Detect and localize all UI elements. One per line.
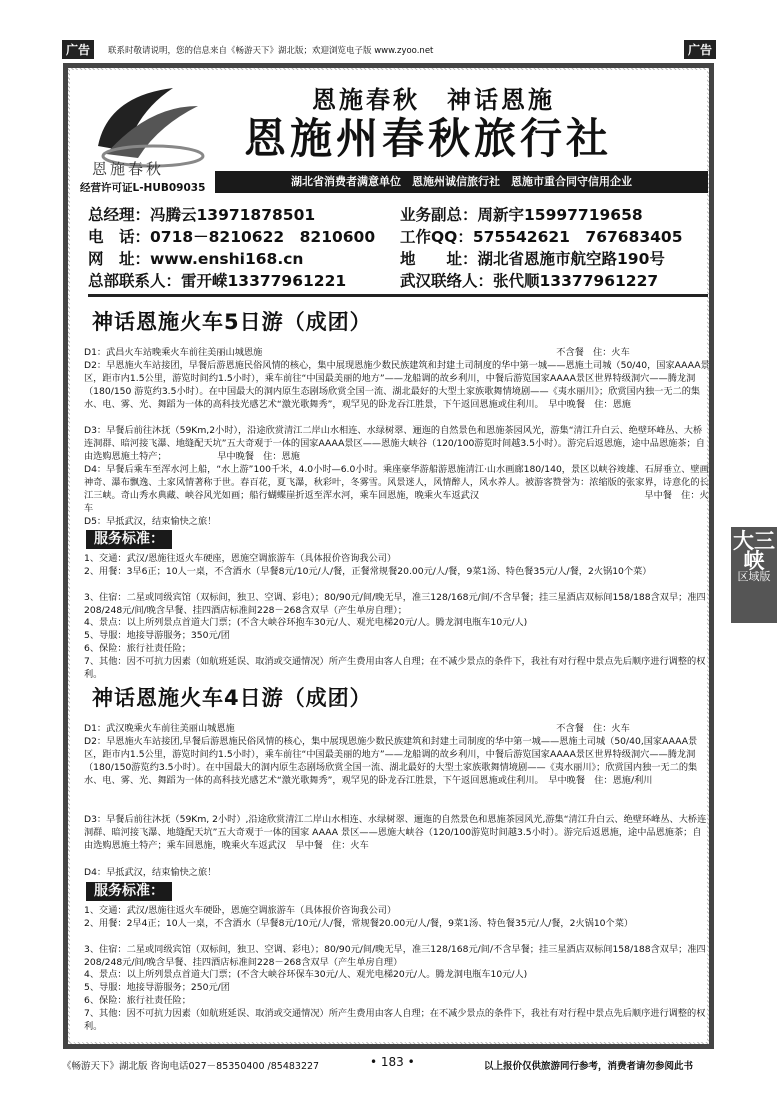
route4-service-title: 服务标准： [86, 882, 172, 901]
route5-service-6: 6、保险：旅行社责任险； [84, 643, 191, 654]
route5-service-5: 5、导服：地接导游服务；350元/团 [84, 630, 230, 641]
route4-title [92, 682, 372, 712]
region-side-tab [731, 527, 777, 623]
route4-service-1: 1、交通：武汉/恩施往返火车硬卧，恩施空调旅游车（具体报价咨询我公司） [84, 905, 397, 916]
route4-day3: D3：早餐后前往沐抚（59Km, 2小时）,沿途欣赏清江二岸山水相连、水绿树翠、逦迤的自然景色和恩施茶园风光,游集“清江升白云、绝壁环峰丛、大桥连洞群、暗河接飞瀑、地缝配天坑”五大奇观于一体的国家 AAAA 景区——恩施大峡谷（120/100游览时间越3.5小时）。游完后返恩施，途中品恩施茶；自由选购恩施土特产；乘车回恩施，晚乘火车返武汉 早中餐 住：火车 [84, 814, 707, 851]
page-number: • 183 • [370, 1055, 415, 1069]
route4-service-4: 4、景点：以上所列景点首道大门票；(不含大峡谷环保车30元/人、观光电梯20元/人。腾龙洞电瓶车10元/人) [84, 969, 528, 980]
logo-text: 恩施春秋 [92, 160, 165, 178]
route5-day2: D2：早恩施火车站接团，早餐后游恩施民俗风情的核心，集中展现恩施少数民族建筑和封建土司制度的华中第一城——恩施土司城（50/40，国家AAAA景区，距市内1.5公里，游览时间约1.5小时），乘车前往“中国最美丽的地方”——龙船调的故乡利川，中餐后游览国家AAAA景区世界特级洞穴——腾龙洞（180/150 游览约3.5小时）。在中国最大的洞内原生态剧场欣赏全国一流、湖北最好的大型土家族歌舞情境剧——《夷水丽川》；欣赏国内独一无二的集水、电、雾、光、舞蹈为一体的高科技光感艺术“激光歌舞秀”，观罕见的卧龙吞江胜景，下午返回恩施或住利川。 早中晚餐 住：恩施 [84, 360, 710, 410]
route5-title [92, 306, 372, 336]
route4-day2: D2：早恩施火车站接团,早餐后游恩施民俗风情的核心，集中展现恩施少数民族建筑和封建土司制度的华中第一城——恩施土司城（50/40,国家AAAA景区，距市内1.5公里，游览时间约1.5小时），乘车前往“中国最美丽的地方”——龙船调的故乡利川，中餐后游览国家AAAA景区世界特级洞穴——腾龙洞（180/150游览约3.5小时）。在中国最大的洞内原生态剧场欣赏全国一流、湖北最好的大型土家族歌舞情境剧——《夷水丽川》；欣赏国内独一无二的集水、电、雾、光、舞蹈为一体的高科技光感艺术“激光歌舞秀”，观罕见的卧龙吞江胜景，下午返回恩施或住利川。 早中晚餐 住：恩施/利川 [84, 736, 698, 786]
ad-label-left: 广告 [62, 40, 94, 59]
route4-service-3: 3、住宿：二星或同级宾馆（双标间，独卫、空调、彩电）；80/90元/间/晚无早，准三128/168元/间/不含早餐；挂三星酒店双标间158/188含双早；准四208/248元/间/晚含早餐、挂四酒店标准间228－268含双早（产生单房自理） [84, 944, 706, 968]
general-manager: 总经理：冯腾云13971878501 [88, 206, 316, 224]
vice-president: 业务副总：周新宇15997719658 [400, 206, 643, 224]
route5-day4: D4：早餐后乘车至浑水河上船，“水上游”100千米，4.0小时—6.0小时。乘座豪华游船游恩施清江·山水画廊180/140，景区以峡谷竣雄、石屏垂立、壁画神奇、瀑布飘逸、土家风情著称于世。春百花，夏飞瀑，秋彩叶，冬雾雪。风景迷人，风情醉人，风水养人。被游客赞誉为：浓缩版的张家界，诗意化的长江三峡。奇山秀水典藏、峡谷风光如画；船行蝴蝶崖折返至浑水河，乘车回恩施，晚乘火车返武汉 早中餐 住：火车 [84, 464, 709, 514]
route5-service-7: 7、其他：因不可抗力因素（如航班延误、取消或交通情况）所产生费用由客人自理；在不减少景点的条件下，我社有对行程中景点先后顺序进行调整的权利。 [84, 656, 706, 680]
route5-service-3: 3、住宿：二星或同级宾馆（双标间，独卫、空调、彩电）；80/90元/间/晚无早，准三128/168元/间/不含早餐；挂三星酒店双标间158/188含双早；准四208/248元/间/晚含早餐、挂四酒店标准间228－268含双早（产生单房自理）； [84, 592, 706, 616]
side-tab-title: 大三峡 [733, 528, 775, 573]
route4-service-7: 7、其他：因不可抗力因素（如航班延误、取消或交通情况）所产生费用由客人自理；在不减少景点的条件下，我社有对行程中景点先后顺序进行调整的权利。 [84, 1008, 706, 1032]
route4-day1: D1：武汉晚乘火车前往美丽山城恩施 不含餐 住：火车 [84, 723, 630, 734]
footer-right: 以上报价仅供旅游同行参考，消费者请勿参阅此书 [484, 1061, 694, 1072]
route5-day3: D3：早餐后前往沐抚（59Km,2小时），沿途欣赏清江二岸山水相连、水绿树翠、逦迤的自然景色和恩施茶园风光，游集“清江升白云、绝壁环峰丛、大桥连洞群、暗河接飞瀑、地缝配天坑”五大奇观于一体的国家AAAA景区——恩施大峡谷（120/100游览时间越3.5小时）。游完后返恩施，途中品恩施茶；自由选购恩施土特产； 早中晚餐 住：恩施 [84, 425, 705, 462]
route4-service-2: 2、用餐：2早4正；10人一桌，不含酒水（早餐8元/10元/人/餐，常规餐20.00元/人/餐，9菜1汤、特色餐35元/人/餐，2火锅10个菜） [84, 918, 634, 929]
ad-label-right: 广告 [684, 40, 716, 59]
side-tab-subtitle: 区域版 [737, 570, 771, 583]
route4-day4: D4：早抵武汉，结束愉快之旅！ [84, 867, 217, 878]
route5-service-1: 1、交通：武汉/恩施往返火车硬座，恩施空调旅游车（具体报价咨询我公司） [84, 553, 397, 564]
route5-service-title: 服务标准： [86, 530, 172, 549]
business-license: 经营许可证L-HUB09035 [80, 182, 206, 194]
route4-service-5: 5、导服：地接导游服务；250元/团 [84, 982, 230, 993]
top-notice: 联系时敬请说明，您的信息来自《畅游天下》湖北版；欢迎浏览电子版 www.zyoo.net [108, 46, 434, 56]
route5-service-2: 2、用餐：3早6正；10人一桌，不含酒水（早餐8元/10元/人/餐，正餐常规餐20.00元/人/餐，9菜1汤、特色餐35元/人/餐，2火锅10个菜） [84, 566, 652, 577]
route5-service-4: 4、景点：以上所列景点首道大门票；(不含大峡谷环抱车30元/人、观光电梯20元/人。腾龙洞电瓶车10元/人) [84, 617, 528, 628]
address: 地 址：湖北省恩施市航空路190号 [400, 250, 665, 268]
route5-day5: D5：早抵武汉，结束愉快之旅！ [84, 516, 217, 527]
wuhan-contact: 武汉联络人：张代顺13377961227 [400, 272, 659, 290]
credit-bar: 湖北省消费者满意单位 恩施州诚信旅行社 恩施市重合同守信用企业 [215, 171, 708, 193]
company-name: 恩施州春秋旅行社 [244, 114, 613, 163]
route5-day1: D1：武昌火车站晚乘火车前往美丽山城恩施 不含餐 住：火车 [84, 347, 630, 358]
qq: 工作QQ：575542621 767683405 [400, 228, 683, 246]
route4-service-6: 6、保险：旅行社责任险； [84, 995, 191, 1006]
route4-title-text: 神话恩施火车4日游（成团） [92, 686, 372, 710]
divider [88, 294, 708, 297]
slogan: 恩施春秋 神话恩施 [312, 85, 555, 114]
footer-left: 《畅游天下》湖北版 咨询电话027－85350400 /85483227 [62, 1061, 320, 1072]
phone: 电 话：0718－8210622 8210600 [88, 228, 376, 246]
website: 网 址：www.enshi168.cn [88, 250, 304, 268]
hq-contact: 总部联系人：雷开嵘13377961221 [88, 272, 347, 290]
route5-title-text: 神话恩施火车5日游（成团） [92, 310, 372, 334]
